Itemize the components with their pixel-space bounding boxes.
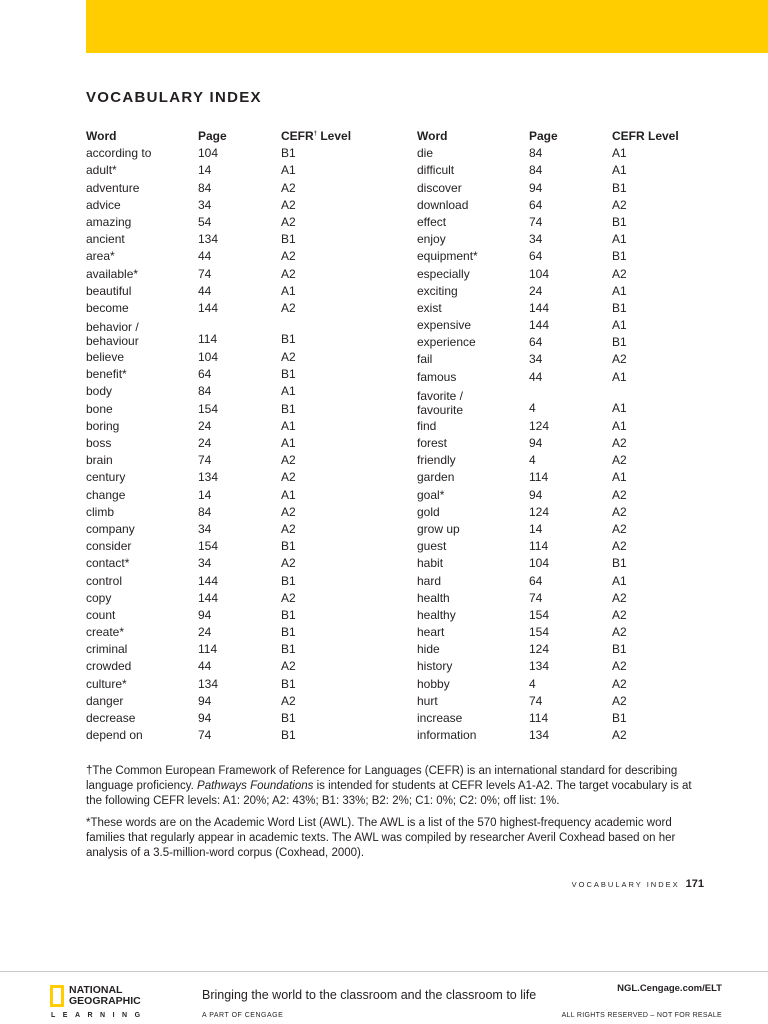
index-cefr-level: A1 [612,146,627,161]
index-page: 94 [198,711,212,725]
index-word: danger [86,693,124,708]
index-word: habit [417,556,444,571]
page-title: VOCABULARY INDEX [86,89,262,106]
header-cefr-level: CEFR† Level [281,129,352,143]
index-page: 24 [198,418,212,433]
index-word: difficult [417,163,455,178]
index-page: 114 [529,470,549,485]
index-word: effect [417,214,447,229]
index-word: advice [86,197,121,212]
index-word: contact* [86,556,130,571]
part-of-cengage: A PART OF CENGAGE [202,1012,284,1019]
index-page: 14 [529,521,543,536]
index-cefr-level: A1 [612,573,627,588]
index-page: 64 [529,197,543,212]
index-cefr-level: A1 [281,283,296,298]
index-cefr-level: B1 [281,642,296,657]
index-word: hard [417,573,442,588]
index-page: 134 [529,659,550,674]
index-word: especially [417,266,470,281]
index-page: 44 [198,659,212,674]
index-page: 134 [198,470,219,485]
index-cefr-level: A2 [612,728,627,743]
index-page: 14 [198,163,212,178]
index-cefr-level: A2 [612,676,627,691]
index-page: 24 [198,436,212,450]
index-word: behavior / behaviour [86,320,139,349]
index-cefr-level: B1 [612,556,627,571]
index-cefr-level: A2 [612,590,627,605]
index-cefr-level: B1 [281,232,296,247]
index-cefr-level: B1 [281,728,296,743]
index-cefr-level: A1 [612,232,627,247]
index-word: guest [417,539,447,554]
index-cefr-level: A2 [612,453,627,468]
slogan: Bringing the world to the classroom and the classroom to life [202,988,537,1002]
index-page: 114 [529,711,549,725]
index-word: download [417,197,469,212]
index-page: 94 [529,180,543,195]
index-cefr-level: A2 [612,197,627,212]
index-page: 144 [198,300,219,315]
rights-notice: ALL RIGHTS RESERVED – NOT FOR RESALE [561,1012,722,1019]
index-page: 74 [198,266,212,281]
index-word: heart [417,625,445,640]
index-page: 74 [529,590,543,605]
index-word: enjoy [417,232,446,247]
index-word: become [86,300,129,315]
index-word: create* [86,625,125,640]
index-word: century [86,470,126,485]
index-cefr-level: A2 [281,249,296,264]
index-word: boss [86,436,112,450]
index-page: 94 [529,436,543,450]
footnotes [86,764,706,868]
index-cefr-level: A2 [612,625,627,640]
index-word: exist [417,300,442,315]
index-cefr-level: A2 [612,607,627,622]
index-cefr-level: A1 [612,400,627,415]
index-page: 44 [198,249,212,264]
index-page: 114 [198,332,218,347]
index-word: available* [86,266,139,281]
index-page: 134 [198,676,219,691]
index-word: experience [417,335,476,350]
index-word: increase [417,711,463,725]
index-cefr-level: A1 [281,418,296,433]
index-page: 34 [198,556,212,571]
index-cefr-level: A2 [281,556,296,571]
index-cefr-level: A2 [612,539,627,554]
index-word: favorite / favourite [417,388,464,417]
index-word: according to [86,146,152,161]
index-word: believe [86,350,125,365]
index-word: history [417,659,453,674]
index-cefr-level: A1 [281,163,296,178]
index-page: 84 [198,180,212,195]
header-cefr-level: CEFR Level [612,129,679,143]
index-cefr-level: A2 [612,487,627,502]
index-page: 4 [529,400,536,415]
index-page: 44 [198,283,212,298]
index-page: 124 [529,418,550,433]
index-page: 24 [529,283,543,298]
index-word: decrease [86,711,136,725]
index-page: 84 [529,146,543,161]
index-cefr-level: A2 [281,197,296,212]
index-page: 94 [198,607,212,622]
index-word: consider [86,539,132,554]
index-cefr-level: A2 [281,590,296,605]
index-cefr-level: B1 [281,625,296,640]
index-word: expensive [417,318,472,333]
index-cefr-level: A2 [612,352,627,367]
index-word: gold [417,504,440,519]
index-page: 154 [198,401,219,416]
index-cefr-level: B1 [281,711,296,725]
index-cefr-level: A1 [612,418,627,433]
index-word: goal* [417,487,445,502]
index-word: garden [417,470,455,485]
index-cefr-level: B1 [281,367,296,382]
index-page: 154 [529,607,550,622]
index-page: 34 [529,352,543,367]
website-link[interactable]: NGL.Cengage.com/ELT [617,983,722,994]
index-cefr-level: A2 [281,693,296,708]
index-cefr-level: A1 [281,487,296,502]
index-page: 44 [529,369,543,384]
index-cefr-level: B1 [612,249,627,264]
index-word: amazing [86,214,132,229]
index-word: hurt [417,693,438,708]
index-word: boring [86,418,120,433]
index-page: 124 [529,504,550,519]
index-cefr-level: A1 [612,163,627,178]
logo-subtitle: LEARNING [51,1012,148,1019]
index-cefr-level: B1 [281,332,296,347]
index-word: hide [417,642,440,657]
index-word: beautiful [86,283,132,298]
index-word: adult* [86,163,117,178]
index-page: 124 [529,642,550,657]
index-page: 4 [529,676,536,691]
index-page: 64 [198,367,212,382]
index-cefr-level: B1 [612,335,627,350]
index-word: health [417,590,450,605]
index-word: criminal [86,642,128,657]
index-cefr-level: B1 [612,711,627,725]
index-cefr-level: A2 [281,180,296,195]
index-cefr-level: B1 [281,607,296,622]
index-page: 144 [529,300,550,315]
index-word: adventure [86,180,140,195]
index-page: 74 [529,693,543,708]
index-page: 24 [198,625,212,640]
index-page: 114 [198,642,218,657]
index-cefr-level: A2 [281,521,296,536]
index-cefr-level: A1 [612,283,627,298]
index-page: 4 [529,453,536,468]
index-cefr-level: A2 [612,521,627,536]
index-page: 114 [529,539,549,554]
national-geographic-learning-logo [50,985,150,1021]
index-word: copy [86,590,112,605]
index-cefr-level: A2 [281,470,296,485]
index-cefr-level: A1 [612,369,627,384]
index-page: 104 [198,146,219,161]
index-cefr-level: B1 [612,300,627,315]
index-word: control [86,573,123,588]
index-cefr-level: B1 [281,401,296,416]
index-word: benefit* [86,367,127,382]
index-cefr-level: A2 [612,693,627,708]
index-page: 154 [198,539,219,554]
index-page: 104 [529,266,550,281]
index-page: 64 [529,573,543,588]
index-cefr-level: A2 [612,504,627,519]
index-cefr-level: B1 [281,539,296,554]
index-word: crowded [86,659,132,674]
index-cefr-level: B1 [612,180,627,195]
index-page: 64 [529,335,543,350]
index-cefr-level: A2 [281,350,296,365]
index-word: exciting [417,283,458,298]
index-cefr-level: A2 [281,453,296,468]
index-page: 34 [198,521,212,536]
index-page: 74 [198,728,212,743]
index-page: 84 [529,163,543,178]
index-page: 74 [198,453,212,468]
index-page: 144 [198,590,219,605]
header-word: Word [417,129,448,143]
footnote-awl: *These words are on the Academic Word List (AWL). The AWL is a list of the 570 highest-frequency academic word families that regularly appear in academic texts. The AWL was compiled by researcher Averil Coxhead based on her analysis of a 3.5-million-word corpus (Coxhead, 2000). [86,817,676,859]
page-number: 171 [685,878,704,890]
index-word: count [86,607,116,622]
index-page: 14 [198,487,212,502]
index-page: 154 [529,625,550,640]
index-page: 34 [198,197,212,212]
index-cefr-level: B1 [612,642,627,657]
index-page: 144 [529,318,550,333]
index-cefr-level: A2 [281,504,296,519]
index-page: 64 [529,249,543,264]
index-page: 134 [198,232,219,247]
index-cefr-level: A1 [281,436,296,450]
index-word: culture* [86,676,127,691]
index-word: body [86,384,113,399]
index-page: 104 [529,556,550,571]
index-word: die [417,146,434,161]
index-word: company [86,521,135,536]
index-word: bone [86,401,113,416]
header-page: Page [198,129,227,143]
index-word: depend on [86,728,143,743]
index-page: 134 [529,728,550,743]
index-word: change [86,487,126,502]
index-cefr-level: A2 [612,436,627,450]
header-word: Word [86,129,117,143]
header-band [86,0,768,53]
index-word: friendly [417,453,456,468]
running-footer-section: VOCABULARY INDEX [571,880,680,889]
header-page: Page [529,129,558,143]
yellow-border-icon [50,985,64,1007]
index-page: 94 [529,487,543,502]
index-word: hobby [417,676,450,691]
index-cefr-level: A2 [281,214,296,229]
index-cefr-level: A1 [612,318,627,333]
index-cefr-level: A2 [612,659,627,674]
index-page: 94 [198,693,212,708]
index-cefr-level: B1 [281,676,296,691]
footer-divider [0,971,768,972]
index-word: climb [86,504,115,519]
index-cefr-level: A1 [281,384,296,399]
index-word: grow up [417,521,460,536]
index-page: 74 [529,214,543,229]
index-word: find [417,418,437,433]
index-word: area* [86,249,115,264]
index-cefr-level: B1 [612,214,627,229]
running-footer [572,878,704,890]
index-word: information [417,728,477,743]
index-word: healthy [417,607,456,622]
footnote-cefr: †The Common European Framework of Reference for Languages (CEFR) is an international standard for describing language proficiency. Pathways Foundations is intended for students at CEFR levels A1-A2. The target vocabulary is at the following CEFR levels: A1: 20%; A2: 43%; B1: 33%; B2: 2%; C1: 0%; C2: 0%; off list: 1%. [86,765,692,807]
index-page: 144 [198,573,219,588]
index-page: 84 [198,384,212,399]
index-cefr-level: B1 [281,146,296,161]
index-word: equipment* [417,249,478,264]
index-page: 54 [198,214,212,229]
index-word: ancient [86,232,125,247]
index-page: 84 [198,504,212,519]
index-cefr-level: A2 [612,266,627,281]
index-cefr-level: A2 [281,300,296,315]
index-page: 104 [198,350,219,365]
index-cefr-level: A2 [281,659,296,674]
index-word: fail [417,352,433,367]
index-word: famous [417,369,457,384]
index-word: discover [417,180,462,195]
index-cefr-level: B1 [281,573,296,588]
index-cefr-level: A2 [281,266,296,281]
index-word: brain [86,453,113,468]
index-cefr-level: A1 [612,470,627,485]
index-page: 34 [529,232,543,247]
logo-wordmark: NATIONAL GEOGRAPHIC [69,984,141,1007]
index-word: forest [417,436,448,450]
